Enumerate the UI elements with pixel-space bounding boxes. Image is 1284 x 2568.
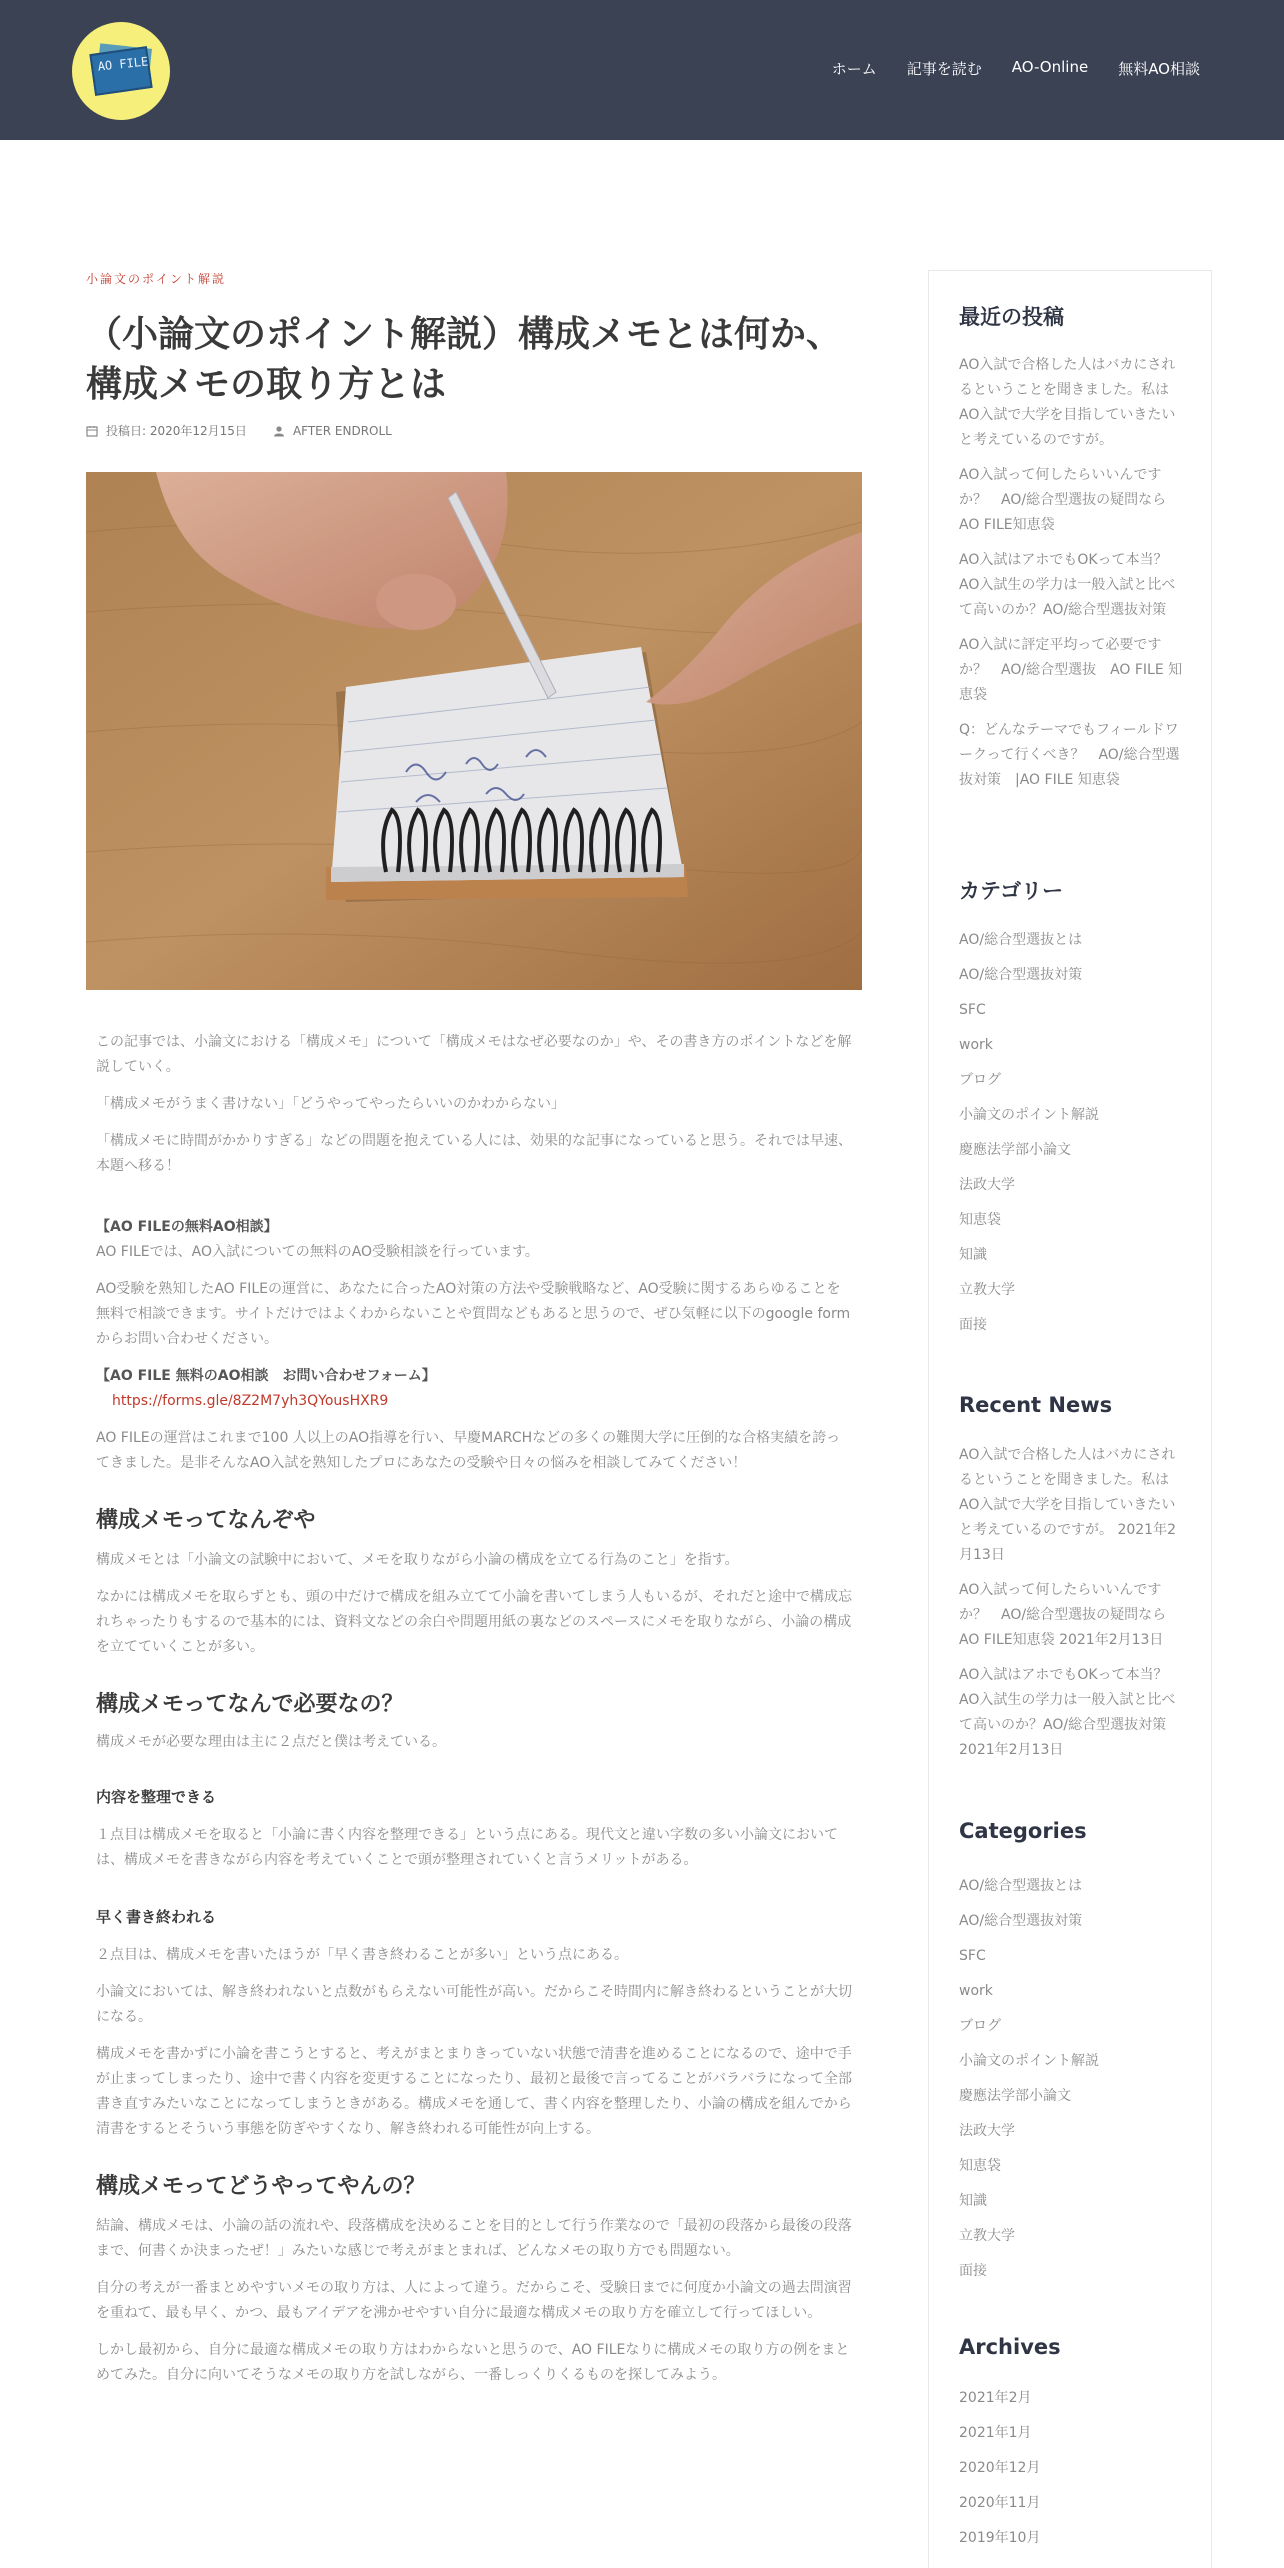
- archive-item[interactable]: 2021年2月: [959, 2390, 1032, 2406]
- recent-post-item[interactable]: AO入試に評定平均って必要ですか？ AO/総合型選抜 AO FILE 知恵袋: [959, 637, 1183, 703]
- category-item[interactable]: 立教大学: [959, 2228, 1015, 2244]
- category-item[interactable]: 知識: [959, 1247, 987, 1263]
- category-item[interactable]: 知恵袋: [959, 2158, 1001, 2174]
- category-item[interactable]: ブログ: [959, 1072, 1001, 1088]
- recent-news-item[interactable]: AO入試で合格した人はバカにされるということを聞きました。私はAO入試で大学を目指していきたいと考えているのですが。 2021年2月13日: [959, 1447, 1176, 1563]
- category-item[interactable]: 法政大学: [959, 2123, 1015, 2139]
- form-title: 【AO FILE 無料のAO相談 お問い合わせフォーム】: [96, 1368, 436, 1384]
- category-item[interactable]: 面接: [959, 1317, 987, 1333]
- category-item[interactable]: SFC: [959, 1948, 986, 1964]
- nav-home[interactable]: ホーム: [831, 60, 877, 78]
- category-item[interactable]: 知識: [959, 2193, 987, 2209]
- archive-item[interactable]: 2019年10月: [959, 2530, 1041, 2546]
- recent-news-item[interactable]: AO入試って何したらいいんですか？ AO/総合型選抜の疑問ならAO FILE知恵袋 2021年2月13日: [959, 1582, 1167, 1648]
- archive-item[interactable]: 2020年12月: [959, 2460, 1041, 2476]
- nav-free-consult[interactable]: 無料AO相談: [1118, 60, 1200, 78]
- recent-news-title: Recent News: [959, 1393, 1113, 1417]
- form-link[interactable]: https://forms.gle/8Z2M7yh3QYousHXR9: [112, 1393, 389, 1409]
- section4-paragraph-1: ２点目は、構成メモを書いたほうが「早く書き終わることが多い」という点にある。: [96, 1947, 628, 1963]
- archives-title: Archives: [959, 2335, 1061, 2359]
- nav-ao-online[interactable]: AO-Online: [1011, 58, 1089, 76]
- category-item[interactable]: SFC: [959, 1002, 986, 1018]
- category-item[interactable]: AO/総合型選抜とは: [959, 1878, 1083, 1894]
- intro-paragraph-2: 「構成メモがうまく書けない」「どうやってやったらいいのかわからない」: [96, 1096, 565, 1112]
- nav-articles[interactable]: 記事を読む: [906, 60, 982, 78]
- recent-post-item[interactable]: AO入試はアホでもOKって本当？AO入試生の学力は一般入試と比べて高いのか？AO/総合型選抜対策: [959, 552, 1176, 618]
- ad-paragraph-1: AO FILEでは、AO入試についての無料のAO受験相談を行っています。: [96, 1244, 539, 1260]
- sidebar: [928, 270, 1212, 2568]
- category-item[interactable]: 小論文のポイント解説: [959, 1107, 1099, 1123]
- categories-en-list: [959, 1869, 1185, 2289]
- posted-date: 投稿日: 2020年12月15日: [106, 424, 247, 438]
- category-item[interactable]: 慶應法学部小論文: [959, 2088, 1071, 2104]
- heading-what-is: 構成メモってなんぞや: [96, 1508, 316, 1533]
- intro-paragraph-3: 「構成メモに時間がかかりすぎる」などの問題を抱えている人には、効果的な記事になっていると思う。それでは早速、本題へ移る！: [96, 1133, 852, 1174]
- section4-paragraph-2: 小論文においては、解き終われないと点数がもらえない可能性が高い。だからこそ時間内に解き終わるということが大切になる。: [96, 1984, 852, 2025]
- article-content: [96, 1030, 852, 2388]
- heading-why-needed: 構成メモってなんで必要なの？: [96, 1692, 404, 1717]
- author-link[interactable]: AFTER ENDROLL: [292, 423, 392, 438]
- ad-paragraph-3: AO FILEの運営はこれまで100 人以上のAO指導を行い、早慶MARCHなどの多くの難関大学に圧倒的な合格実績を誇ってきました。是非そんなAO入試を熟知したプロにあなたの受験や日々の悩みを相談してみてください！: [96, 1430, 841, 1471]
- recent-news-list: [959, 1443, 1185, 1773]
- notepad-writing-illustration: [86, 472, 862, 990]
- archive-item[interactable]: 2021年1月: [959, 2425, 1032, 2441]
- user-icon: [273, 425, 285, 437]
- section1-paragraph-1: 構成メモとは「小論文の試験中において、メモを取りながら小論の構成を立てる行為のこと」を指す。: [96, 1552, 739, 1568]
- category-item[interactable]: ブログ: [959, 2018, 1001, 2034]
- recent-news-item[interactable]: AO入試はアホでもOKって本当？AO入試生の学力は一般入試と比べて高いのか？AO/総合型選抜対策 2021年2月13日: [959, 1667, 1176, 1758]
- ad-paragraph-2: AO受験を熟知したAO FILEの運営に、あなたに合ったAO対策の方法や受験戦略など、AO受験に関するあらゆることを無料で相談できます。サイトだけではよくわからないことや質問などもあると思うので、ぜひ気軽に以下のgoogle formからお問い合わせください。: [96, 1281, 851, 1347]
- section5-paragraph-3: しかし最初から、自分に最適な構成メモの取り方はわからないと思うので、AO FILEなりに構成メモの取り方の例をまとめてみた。自分に向いてそうなメモの取り方を試しながら、一番しっくりくるものを探してみよう。: [96, 2342, 850, 2383]
- main-nav: [832, 58, 1200, 79]
- article-meta: [86, 422, 392, 439]
- site-header: [0, 0, 1284, 140]
- recent-posts-list: [959, 353, 1185, 803]
- section3-paragraph-1: １点目は構成メモを取ると「小論に書く内容を整理できる」という点にある。現代文と違い字数の多い小論文においては、構成メモを書きながら内容を考えていくことで頭が整理されていくと言うメリットがある。: [96, 1827, 838, 1868]
- category-item[interactable]: work: [959, 1983, 993, 1999]
- category-item[interactable]: 慶應法学部小論文: [959, 1142, 1071, 1158]
- category-item[interactable]: 知恵袋: [959, 1212, 1001, 1228]
- recent-post-item[interactable]: AO入試で合格した人はバカにされるということを聞きました。私はAO入試で大学を目指していきたいと考えているのですが。: [959, 357, 1176, 448]
- categories-en-title: Categories: [959, 1819, 1087, 1843]
- logo-text: AO FILE: [97, 54, 149, 74]
- article-title: （小論文のポイント解説）構成メモとは何か、構成メモの取り方とは: [86, 314, 843, 405]
- categories-jp-list: [959, 923, 1185, 1343]
- intro-paragraph-1: この記事では、小論文における「構成メモ」について「構成メモはなぜ必要なのか」や、その書き方のポイントなどを解説していく。: [96, 1034, 852, 1075]
- archives-list: [959, 2381, 1185, 2556]
- category-item[interactable]: 面接: [959, 2263, 987, 2279]
- heading-organize: 内容を整理できる: [96, 1788, 217, 1806]
- ad-title: 【AO FILEの無料AO相談】: [96, 1219, 278, 1235]
- archive-item[interactable]: 2020年11月: [959, 2495, 1041, 2511]
- recent-post-item[interactable]: AO入試って何したらいいんですか？ AO/総合型選抜の疑問ならAO FILE知恵袋: [959, 467, 1167, 533]
- category-item[interactable]: 立教大学: [959, 1282, 1015, 1298]
- category-item[interactable]: AO/総合型選抜とは: [959, 932, 1083, 948]
- section4-paragraph-3: 構成メモを書かずに小論を書こうとすると、考えがまとまりきっていない状態で清書を進めることになるので、途中で手が止まってしまったり、途中で書く内容を変更することになったり、最初と最後で言ってることがバラバラになって全部書き直すみたいなことになってしまうときがある。構成メモを通して、書く内容を整理したり、小論の構成を組んでから清書をするとそういう事態を防ぎやすくなり、解き終われる可能性が向上する。: [96, 2046, 852, 2137]
- recent-post-item[interactable]: Q：どんなテーマでもフィールドワークって行くべき？ AO/総合型選抜対策 |AO FILE 知恵袋: [959, 722, 1180, 788]
- heading-finish-fast: 早く書き終われる: [96, 1908, 217, 1926]
- section1-paragraph-2: なかには構成メモを取らずとも、頭の中だけで構成を組み立てて小論を書いてしまう人もいるが、それだと途中で構成忘れちゃったりもするので基本的には、資料文などの余白や問題用紙の裏などのスペースにメモを取りながら、小論の構成を立てていくことが多い。: [96, 1589, 852, 1655]
- section5-paragraph-1: 結論、構成メモは、小論の話の流れや、段落構成を決めることを目的として行う作業なので「最初の段落から最後の段落まで、何書くか決まったぜ！」みたいな感じで考えがまとまれば、どんなメモの取り方でも問題ない。: [96, 2218, 852, 2259]
- hero-image: [86, 472, 862, 990]
- category-item[interactable]: work: [959, 1037, 993, 1053]
- heading-how-to: 構成メモってどうやってやんの？: [96, 2174, 426, 2199]
- category-item[interactable]: 小論文のポイント解説: [959, 2053, 1099, 2069]
- article-category[interactable]: 小論文のポイント解説: [86, 272, 227, 286]
- recent-posts-title: 最近の投稿: [959, 305, 1064, 329]
- section2-paragraph-1: 構成メモが必要な理由は主に２点だと僕は考えている。: [96, 1734, 446, 1750]
- category-item[interactable]: 法政大学: [959, 1177, 1015, 1193]
- category-item[interactable]: AO/総合型選抜対策: [959, 967, 1083, 983]
- calendar-icon: [86, 425, 98, 437]
- section5-paragraph-2: 自分の考えが一番まとめやすいメモの取り方は、人によって違う。だからこそ、受験日までに何度か小論文の過去問演習を重ねて、最も早く、かつ、最もアイデアを沸かせやすい自分に最適な構成メモの取り方を確立して行ってほしい。: [96, 2280, 852, 2321]
- category-item[interactable]: AO/総合型選抜対策: [959, 1913, 1083, 1929]
- site-logo[interactable]: [72, 22, 170, 120]
- categories-jp-title: カテゴリー: [959, 879, 1064, 903]
